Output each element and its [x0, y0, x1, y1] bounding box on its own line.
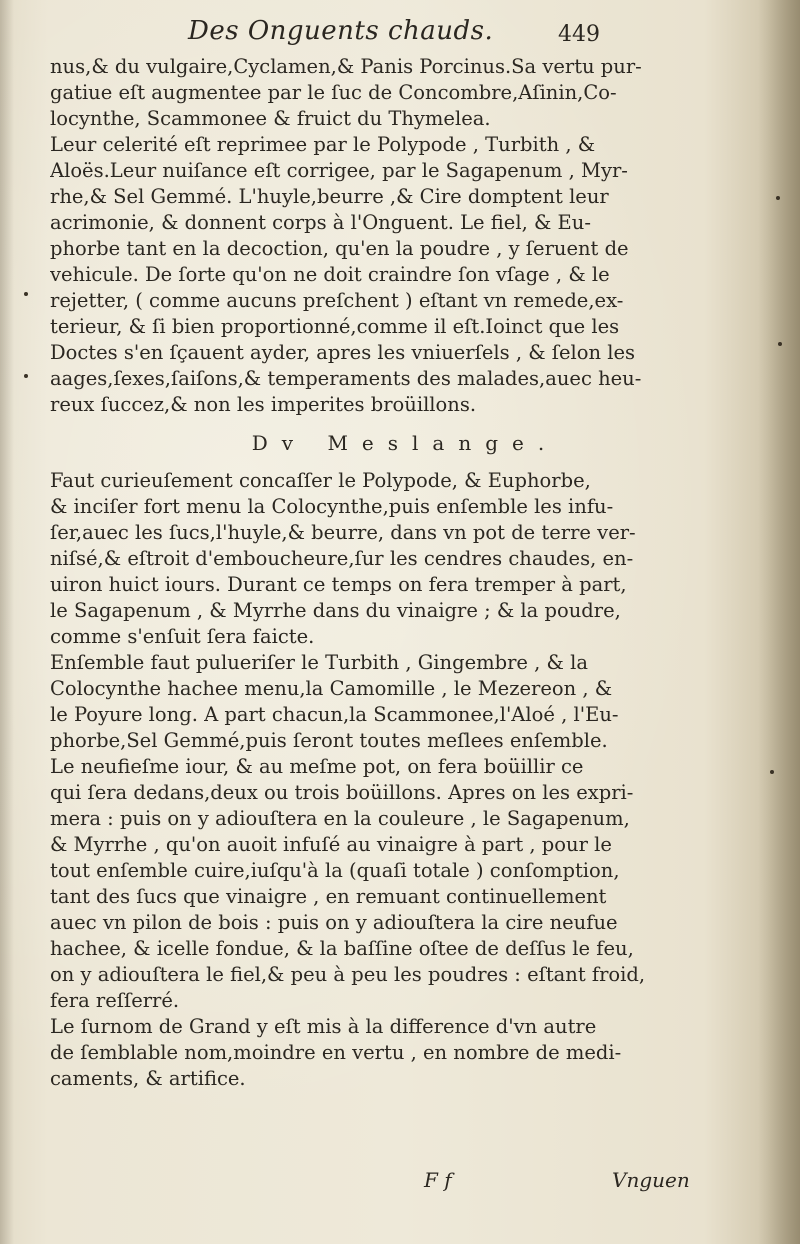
text-line: hachee, & icelle fondue, & la baſſine oſtee de deſſus le feu, [50, 937, 634, 960]
text-line: Enſemble faut pulueriſer le Turbith , Gingembre , & la [50, 651, 588, 674]
text-line: uiron huict iours. Durant ce temps on fera tremper à part, [50, 573, 627, 596]
text-line: comme s'enſuit ſera faicte. [50, 625, 315, 648]
spacer [50, 460, 740, 468]
ink-speck [776, 196, 780, 200]
ink-speck [24, 292, 28, 296]
running-head: Des Onguents chauds. [188, 16, 494, 46]
signature-mark: F f [424, 1168, 452, 1192]
ink-speck [770, 770, 774, 774]
spacer [50, 418, 740, 426]
text-line: qui ſera dedans,deux ou trois boüillons. Apres on les expri- [50, 781, 634, 804]
text-line: le Poyure long. A part chacun,la Scammonee,l'Aloé , l'Eu- [50, 703, 619, 726]
text-line: gatiue eſt augmentee par le ſuc de Concombre,Aſinin,Co- [50, 81, 617, 104]
page-number: 449 [558, 22, 600, 47]
ink-speck [24, 374, 28, 378]
page-header [0, 12, 800, 52]
page-footer [0, 1168, 800, 1198]
text-line: ſer,auec les ſucs,l'huyle,& beurre, dans vn pot de terre ver- [50, 521, 636, 544]
text-line: aages,ſexes,ſaiſons,& temperaments des malades,auec heu- [50, 367, 642, 390]
text-line: locynthe, Scammonee & fruict du Thymelea. [50, 107, 491, 130]
ink-speck [778, 342, 782, 346]
text-line: fera reſſerré. [50, 989, 180, 1012]
text-line: vehicule. De ſorte qu'on ne doit craindre ſon vſage , & le [50, 263, 610, 286]
text-line: rejetter, ( comme aucuns preſchent ) eſtant vn remede,ex- [50, 289, 624, 312]
text-line: Faut curieuſement concaſſer le Polypode, & Euphorbe, [50, 469, 591, 492]
text-line: le Sagapenum , & Myrrhe dans du vinaigre ; & la poudre, [50, 599, 621, 622]
text-line: phorbe tant en la decoction, qu'en la poudre , y ſeruent de [50, 237, 629, 260]
text-line: caments, & artifice. [50, 1067, 246, 1090]
text-line: phorbe,Sel Gemmé,puis ſeront toutes meſlees enſemble. [50, 729, 608, 752]
text-line: auec vn pilon de bois : puis on y adiouſtera la cire neufue [50, 911, 618, 934]
text-line: nus,& du vulgaire,Cyclamen,& Panis Porcinus.Sa vertu pur- [50, 55, 642, 78]
text-line: acrimonie, & donnent corps à l'Onguent. Le fiel, & Eu- [50, 211, 591, 234]
text-line: reux ſuccez,& non les imperites broüillons. [50, 393, 477, 416]
text-line: Doctes s'en ſçauent ayder, apres les vniuerſels , & ſelon les [50, 341, 636, 364]
text-line: Leur celerité eſt reprimee par le Polypode , Turbith , & [50, 133, 596, 156]
page-edge-shadow [758, 0, 800, 1244]
text-line: & Myrrhe , qu'on auoit infuſé au vinaigre à part , pour le [50, 833, 612, 856]
text-block [50, 54, 740, 1092]
text-line: Le neufieſme iour, & au meſme pot, on fera boüillir ce [50, 755, 584, 778]
page-gutter-shadow [0, 0, 14, 1244]
catchword: Vnguen [612, 1168, 690, 1192]
text-line: terieur, & ſi bien proportionné,comme il eſt.Ioinct que les [50, 315, 620, 338]
text-line: & inciſer fort menu la Colocynthe,puis enſemble les infu- [50, 495, 614, 518]
text-line: on y adiouſtera le fiel,& peu à peu les poudres : eſtant froid, [50, 963, 646, 986]
text-line: tout enſemble cuire,iuſqu'à la (quaſi totale ) conſomption, [50, 859, 620, 882]
text-line: tant des ſucs que vinaigre , en remuant continuellement [50, 885, 607, 908]
text-line: rhe,& Sel Gemmé. L'huyle,beurre ,& Cire domptent leur [50, 185, 609, 208]
paragraph-group-1 [50, 54, 740, 418]
text-line: mera : puis on y adiouſtera en la couleure , le Sagapenum, [50, 807, 630, 830]
paragraph-group-2 [50, 468, 740, 1092]
text-line: Aloës.Leur nuiſance eſt corrigee, par le Sagapenum , Myr- [50, 159, 628, 182]
text-line: Colocynthe hachee menu,la Camomille , le Mezereon , & [50, 677, 613, 700]
text-line: niſsé,& eſtroit d'emboucheure,ſur les cendres chaudes, en- [50, 547, 634, 570]
section-heading: Dv Meslange. [251, 431, 559, 455]
text-line: Le ſurnom de Grand y eſt mis à la difference d'vn autre [50, 1015, 597, 1038]
text-line: de ſemblable nom,moindre en vertu , en nombre de medi- [50, 1041, 622, 1064]
